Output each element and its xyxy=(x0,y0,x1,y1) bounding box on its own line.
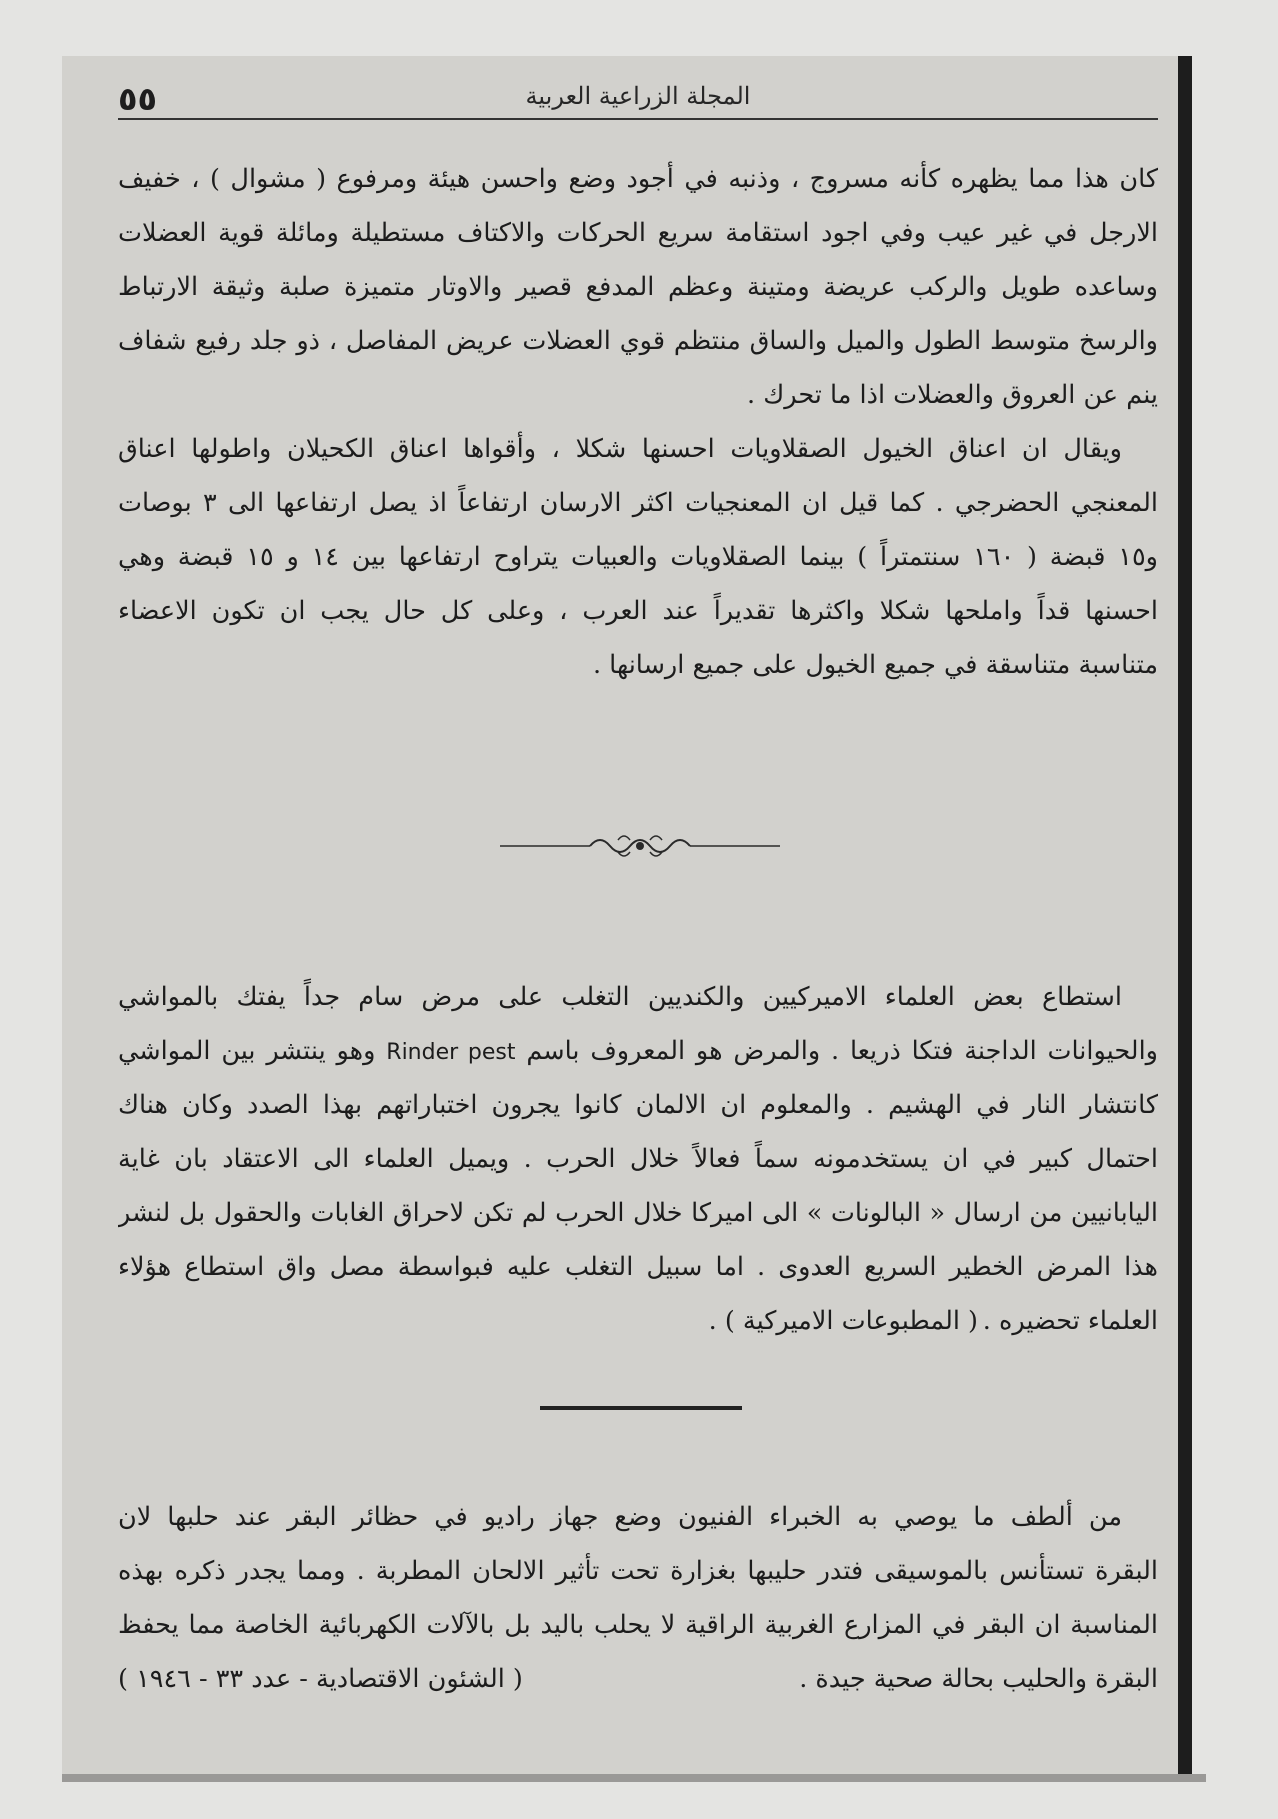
page-header xyxy=(118,72,1158,116)
text-line: استطاع بعض العلماء الاميركيين والكنديين التغلب على مرض سام جداً يفتك بالمواشي xyxy=(118,982,1122,1012)
source-citation: ( المطبوعات الاميركية ) . xyxy=(708,1306,978,1336)
page-shadow xyxy=(62,1774,1206,1782)
article-cows-radio xyxy=(118,1490,1158,1706)
header-rule xyxy=(118,118,1158,120)
page-number: ٥٥ xyxy=(118,80,158,118)
text-segment: البقرة والحليب بحالة صحية جيدة . xyxy=(799,1664,1158,1694)
text-line: والرسخ متوسط الطول والميل والساق منتظم قوي العضلات عريض المفاصل ، ذو جلد رفيع شفاف xyxy=(118,326,1158,356)
journal-title: المجلة الزراعية العربية xyxy=(525,82,751,110)
text-line: ويقال ان اعناق الخيول الصقلاويات احسنها شكلا ، وأقواها اعناق الكحيلان واطولها اعناق xyxy=(118,434,1122,464)
text-line xyxy=(118,1024,1158,1078)
text-line: هذا المرض الخطير السريع العدوى . اما سبيل التغلب عليه فبواسطة مصل واق استطاع هؤلاء xyxy=(118,1252,1158,1282)
article-horses xyxy=(118,152,1158,692)
article-rinderpest xyxy=(118,970,1158,1348)
text-segment: والحيوانات الداجنة فتكا ذريعا . والمرض هو المعروف باسم xyxy=(526,1036,1158,1066)
text-line: الارجل في غير عيب وفي اجود استقامة سريع الحركات والاكتاف مستطيلة ومائلة قوية العضلات xyxy=(118,218,1158,248)
text-line: و١٥ قبضة ( ١٦٠ سنتمتراً ) بينما الصقلاويات والعبيات يتراوح ارتفاعها بين ١٤ و ١٥ قبضة وهي xyxy=(118,542,1158,572)
text-line-with-citation xyxy=(118,1652,1158,1706)
text-line: وساعده طويل والركب عريضة ومتينة وعظم المدفع قصير والاوتار متميزة صلبة وثيقة الارتباط xyxy=(118,272,1158,302)
text-line: اليابانيين من ارسال « البالونات » الى اميركا خلال الحرب لم تكن لاحراق الغابات والحقول بل لنشر xyxy=(118,1198,1158,1228)
text-line: كان هذا مما يظهره كأنه مسروج ، وذنبه في أجود وضع واحسن هيئة ومرفوع ( مشوال ) ، خفيف xyxy=(118,164,1158,194)
text-line: من ألطف ما يوصي به الخبراء الفنيون وضع جهاز راديو في حظائر البقر عند حلبها لان xyxy=(118,1502,1122,1532)
text-line: كانتشار النار في الهشيم . والمعلوم ان الالمان كانوا يجرون اختباراتهم بهذا الصدد وكان هناك xyxy=(118,1090,1158,1120)
source-citation: ( الشئون الاقتصادية - عدد ٣٣ - ١٩٤٦ ) xyxy=(118,1664,523,1694)
ornament-divider xyxy=(500,830,780,860)
text-line-with-citation xyxy=(118,1294,1158,1348)
text-line: متناسبة متناسقة في جميع الخيول على جميع ارسانها . xyxy=(592,650,1158,680)
text-line: ينم عن العروق والعضلات اذا ما تحرك . xyxy=(747,380,1158,410)
text-line: المناسبة ان البقر في المزارع الغربية الراقية لا يحلب باليد بل بالآلات الكهربائية الخاصة مما يحفظ xyxy=(118,1610,1158,1640)
text-line: المعنجي الحضرجي . كما قيل ان المعنجيات اكثر الارسان ارتفاعاً اذ يصل ارتفاعها الى ٣ بوصات xyxy=(118,488,1158,518)
latin-term: Rinder pest xyxy=(386,1040,516,1065)
text-line: البقرة تستأنس بالموسيقى فتدر حليبها بغزارة تحت تأثير الالحان المطربة . ومما يجدر ذكره بهذه xyxy=(118,1556,1158,1586)
text-segment: وهو ينتشر بين المواشي xyxy=(118,1036,376,1066)
text-line: احتمال كبير في ان يستخدمونه سماً فعالاً خلال الحرب . ويميل العلماء الى الاعتقاد بان غاية xyxy=(118,1144,1158,1174)
text-line: احسنها قداً واملحها شكلا واكثرها تقديراً عند العرب ، وعلى كل حال يجب ان تكون الاعضاء xyxy=(118,596,1158,626)
text-segment: العلماء تحضيره . xyxy=(982,1306,1158,1336)
section-divider xyxy=(540,1406,742,1410)
